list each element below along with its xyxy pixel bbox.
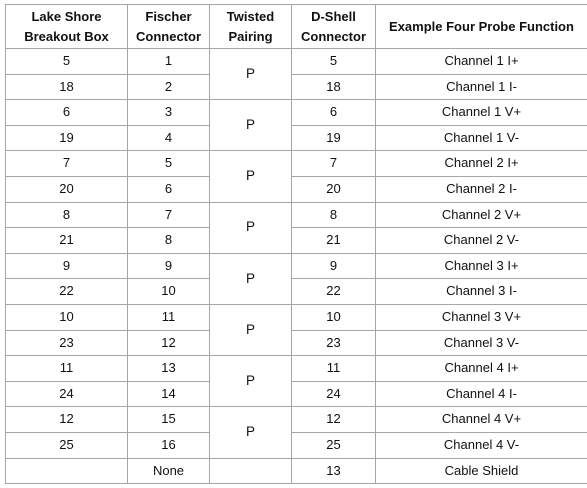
cell-fischer: 6 [128,176,210,202]
table-row [6,356,587,382]
table-row [6,304,587,330]
cell-dshell: 12 [292,407,376,433]
cell-function: Channel 1 I+ [376,49,587,75]
cell-function: Channel 1 V+ [376,100,587,126]
table-row [6,407,587,433]
cell-fischer: 9 [128,253,210,279]
cell-fischer: 7 [128,202,210,228]
cell-function: Channel 2 V+ [376,202,587,228]
cell-fischer: 3 [128,100,210,126]
cell-dshell: 13 [292,458,376,484]
cell-function: Channel 4 V+ [376,407,587,433]
cell-twisted-pair: P [210,253,292,304]
cell-function: Channel 2 I- [376,176,587,202]
cell-dshell: 18 [292,74,376,100]
table-row [6,125,587,151]
table-row [6,432,587,458]
cell-function: Channel 3 V+ [376,304,587,330]
cell-function: Channel 2 I+ [376,151,587,177]
cell-dshell: 10 [292,304,376,330]
cell-fischer: 15 [128,407,210,433]
cell-fischer: 16 [128,432,210,458]
header-dshell-connector: D-Shell Connector [292,5,376,49]
header-row [6,5,587,49]
cell-lakeshore: 12 [6,407,128,433]
cell-lakeshore: 24 [6,381,128,407]
table-row [6,49,587,75]
header-fischer-connector: Fischer Connector [128,5,210,49]
cell-fischer: 4 [128,125,210,151]
cell-lakeshore: 8 [6,202,128,228]
cell-fischer: 13 [128,356,210,382]
cell-fischer: 12 [128,330,210,356]
cell-lakeshore: 11 [6,356,128,382]
cell-twisted-pair: P [210,304,292,355]
cell-lakeshore: 5 [6,49,128,75]
table-row [6,202,587,228]
cell-dshell: 7 [292,151,376,177]
cell-twisted-pair: P [210,49,292,100]
cell-dshell: 24 [292,381,376,407]
table-row [6,381,587,407]
cell-fischer: None [128,458,210,484]
cell-lakeshore: 6 [6,100,128,126]
table-row [6,228,587,254]
header-twisted-pairing: Twisted Pairing [210,5,292,49]
cell-function: Channel 3 I+ [376,253,587,279]
table-row [6,151,587,177]
table-row [6,330,587,356]
cell-dshell: 5 [292,49,376,75]
cell-dshell: 23 [292,330,376,356]
cell-lakeshore: 25 [6,432,128,458]
cell-fischer: 1 [128,49,210,75]
cell-fischer: 11 [128,304,210,330]
table-row [6,74,587,100]
cell-function: Channel 4 I- [376,381,587,407]
table-row [6,253,587,279]
cell-fischer: 2 [128,74,210,100]
cell-function: Channel 3 V- [376,330,587,356]
cell-fischer: 5 [128,151,210,177]
cell-lakeshore: 23 [6,330,128,356]
cell-function: Channel 1 V- [376,125,587,151]
cell-dshell: 6 [292,100,376,126]
cell-lakeshore: 19 [6,125,128,151]
table-row-cable-shield [6,458,587,484]
cell-dshell: 25 [292,432,376,458]
table-header [6,5,587,49]
cell-function: Channel 1 I- [376,74,587,100]
cell-fischer: 8 [128,228,210,254]
cell-twisted-pair: P [210,356,292,407]
cell-dshell: 19 [292,125,376,151]
cell-twisted-pair [210,458,292,484]
cell-fischer: 10 [128,279,210,305]
cell-dshell: 8 [292,202,376,228]
cell-dshell: 21 [292,228,376,254]
table-body [6,49,587,484]
cell-function: Channel 4 I+ [376,356,587,382]
pin-mapping-table [5,4,587,484]
cell-dshell: 22 [292,279,376,305]
cell-lakeshore: 22 [6,279,128,305]
cell-dshell: 11 [292,356,376,382]
cell-dshell: 20 [292,176,376,202]
cell-lakeshore: 21 [6,228,128,254]
cell-lakeshore: 10 [6,304,128,330]
cell-twisted-pair: P [210,407,292,458]
cell-fischer: 14 [128,381,210,407]
table-row [6,100,587,126]
cell-twisted-pair: P [210,202,292,253]
header-lakeshore-breakout-box: Lake Shore Breakout Box [6,5,128,49]
table-row [6,279,587,305]
cell-function: Channel 4 V- [376,432,587,458]
cell-function: Channel 3 I- [376,279,587,305]
table-row [6,176,587,202]
cell-lakeshore: 18 [6,74,128,100]
cell-dshell: 9 [292,253,376,279]
cell-twisted-pair: P [210,151,292,202]
cell-function: Channel 2 V- [376,228,587,254]
cell-twisted-pair: P [210,100,292,151]
cell-function: Cable Shield [376,458,587,484]
cell-lakeshore: 9 [6,253,128,279]
cell-lakeshore: 7 [6,151,128,177]
cell-lakeshore [6,458,128,484]
header-example-function: Example Four Probe Function [376,5,587,49]
cell-lakeshore: 20 [6,176,128,202]
